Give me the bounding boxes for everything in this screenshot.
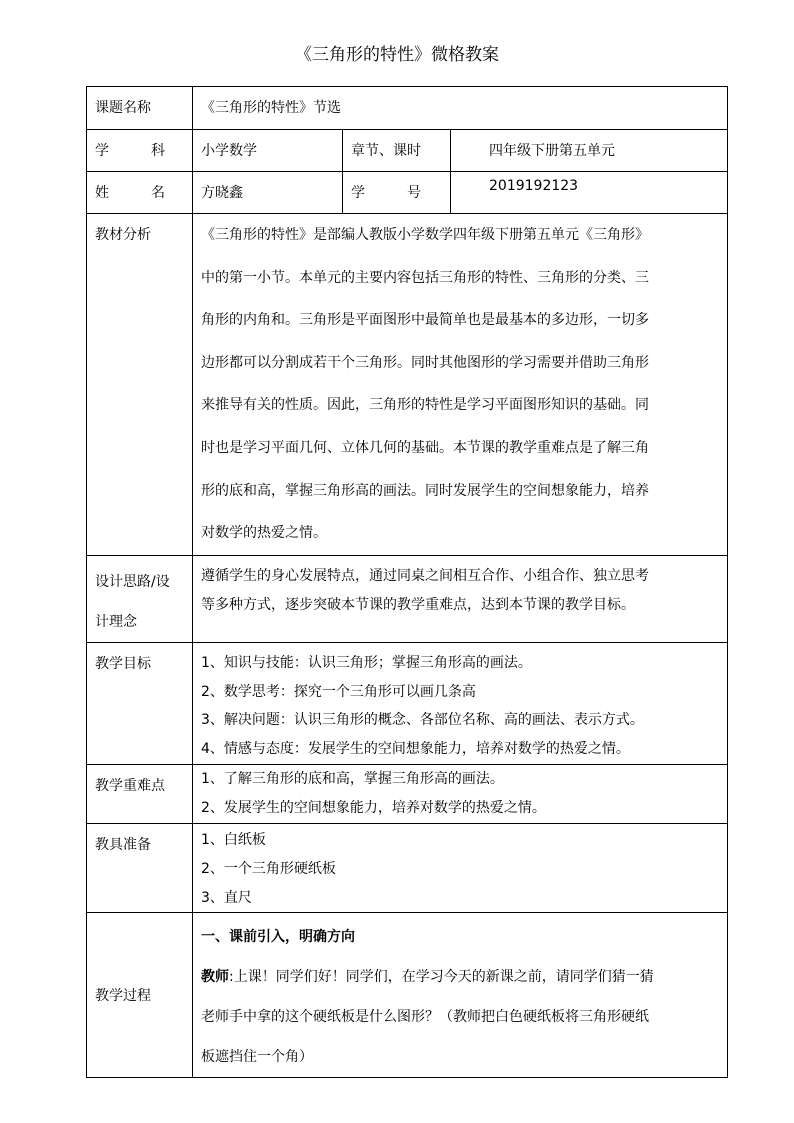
student-id-label: 学 号: [343, 172, 451, 214]
key-point-item: 1、了解三角形的底和高，掌握三角形高的画法。: [201, 770, 504, 787]
row-analysis: [87, 214, 728, 556]
goal-item: 4、情感与态度：发展学生的空间想象能力，培养对数学的热爱之情。: [201, 741, 630, 758]
goal-item: 3、解决问题：认识三角形的概念、各部位名称、高的画法、表示方式。: [201, 712, 644, 729]
analysis-line: 形的底和高，掌握三角形高的画法。同时发展学生的空间想象能力，培养: [201, 482, 649, 499]
key-points-list: [193, 764, 728, 823]
analysis-line: 边形都可以分割成若干个三角形。同时其他图形的学习需要并借助三角形: [201, 354, 649, 371]
chapter-label: 章节、课时: [343, 130, 451, 172]
subject-value: 小学数学: [193, 130, 343, 172]
analysis-text: [193, 214, 728, 556]
goals-list: [193, 642, 728, 764]
document-title: 《三角形的特性》微格教案: [295, 45, 499, 65]
process-content: [193, 913, 728, 1078]
row-name: [87, 172, 728, 214]
chapter-value: 四年级下册第五单元: [451, 130, 728, 172]
analysis-line: 时也是学习平面几何、立体几何的基础。本节课的教学重难点是了解三角: [201, 439, 649, 456]
process-line: 板遮挡住一个角）: [201, 1049, 313, 1066]
topic-value: 《三角形的特性》节选: [193, 87, 728, 130]
tools-list: [193, 823, 728, 912]
row-goals: [87, 642, 728, 764]
analysis-line: 角形的内角和。三角形是平面图形中最简单也是最基本的多边形，一切多: [201, 312, 649, 329]
name-label: 姓 名: [87, 172, 193, 214]
lesson-plan-table: [86, 86, 728, 1078]
process-line: 老师手中拿的这个硬纸板是什么图形？（教师把白色硬纸板将三角形硬纸: [201, 1009, 649, 1026]
tool-item: 3、直尺: [201, 889, 252, 906]
tool-item: 1、白纸板: [201, 831, 266, 848]
design-label: 设计思路/设 计理念: [87, 555, 193, 642]
row-topic: [87, 87, 728, 130]
key-point-item: 2、发展学生的空间想象能力，培养对数学的热爱之情。: [201, 799, 546, 816]
row-design: [87, 555, 728, 642]
design-line: 等多种方式，逐步突破本节课的教学重难点，达到本节课的教学目标。: [201, 596, 635, 613]
speaker-label: 教师: [201, 969, 229, 986]
goal-item: 1、知识与技能：认识三角形；掌握三角形高的画法。: [201, 654, 532, 671]
row-process: [87, 913, 728, 1078]
process-label: 教学过程: [87, 913, 193, 1078]
row-tools: [87, 823, 728, 912]
process-line: 教师:上课！同学们好！同学们，在学习今天的新课之前，请同学们猜一猜: [201, 969, 654, 986]
key-points-label: 教学重难点: [87, 764, 193, 823]
tools-label: 教具准备: [87, 823, 193, 912]
analysis-label: 教材分析: [87, 214, 193, 556]
analysis-line: 来推导有关的性质。因此，三角形的特性是学习平面图形知识的基础。同: [201, 397, 649, 414]
subject-label: 学 科: [87, 130, 193, 172]
design-text: [193, 555, 728, 642]
analysis-line: 《三角形的特性》是部编人教版小学数学四年级下册第五单元《三角形》: [201, 227, 649, 243]
goal-item: 2、数学思考：探究一个三角形可以画几条高: [201, 683, 476, 700]
tool-item: 2、一个三角形硬纸板: [201, 860, 336, 877]
process-heading: 一、课前引入，明确方向: [201, 929, 355, 946]
goals-label: 教学目标: [87, 642, 193, 764]
topic-label: 课题名称: [87, 87, 193, 130]
design-line: 遵循学生的身心发展特点，通过同桌之间相互合作、小组合作、独立思考: [201, 567, 649, 584]
row-key-points: [87, 764, 728, 823]
row-subject: [87, 130, 728, 172]
analysis-line: 对数学的热爱之情。: [201, 525, 327, 542]
name-value: 方晓鑫: [193, 172, 343, 214]
student-id-value: 2019192123: [451, 172, 728, 214]
analysis-line: 中的第一小节。本单元的主要内容包括三角形的特性、三角形的分类、三: [201, 269, 649, 286]
